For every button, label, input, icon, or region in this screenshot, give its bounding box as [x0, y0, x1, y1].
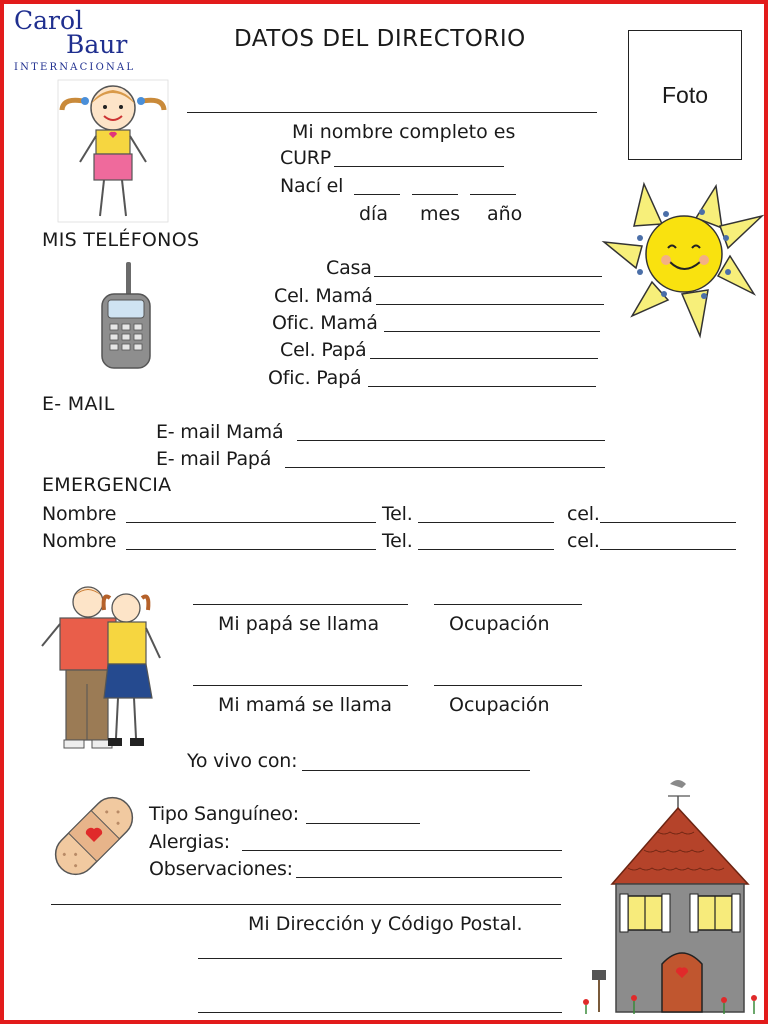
page-title: DATOS DEL DIRECTORIO — [234, 26, 526, 52]
phone-casa-field[interactable] — [374, 276, 602, 277]
month-caption: mes — [420, 203, 461, 225]
phone-ofic-papa-field[interactable] — [368, 386, 596, 387]
allergies-field[interactable] — [242, 850, 562, 851]
emergency-cel-field[interactable] — [600, 522, 736, 523]
birth-year-field[interactable] — [470, 194, 516, 195]
mom-occupation-caption: Ocupación — [449, 694, 550, 716]
full-name-caption: Mi nombre completo es — [292, 121, 516, 143]
address-line-2[interactable] — [198, 958, 562, 959]
phone-cel-papa-label: Cel. Papá — [280, 339, 367, 361]
mom-occupation-field[interactable] — [434, 685, 582, 686]
email-mama-label: E- mail Mamá — [156, 421, 284, 443]
logo-baur: Baur — [66, 30, 128, 59]
birth-month-field[interactable] — [412, 194, 458, 195]
phone-cel-papa-field[interactable] — [370, 358, 598, 359]
notes-field[interactable] — [296, 877, 562, 878]
phone-ofic-mama-field[interactable] — [384, 331, 600, 332]
address-caption: Mi Dirección y Código Postal. — [248, 913, 523, 935]
emergency-cel-label: cel. — [567, 503, 600, 525]
dad-occupation-field[interactable] — [434, 604, 582, 605]
phone-casa-label: Casa — [326, 257, 372, 279]
birth-label: Nací el — [280, 175, 344, 197]
house-illustration — [578, 774, 762, 1018]
full-name-line[interactable] — [187, 112, 597, 113]
sun-illustration — [604, 176, 764, 342]
allergies-label: Alergias: — [149, 831, 230, 853]
phone-cel-mama-field[interactable] — [376, 304, 604, 305]
curp-field[interactable] — [334, 166, 504, 167]
blood-type-field[interactable] — [306, 823, 420, 824]
mom-name-field[interactable] — [193, 685, 408, 686]
emergency-tel-field[interactable] — [418, 522, 554, 523]
email-papa-field[interactable] — [285, 467, 605, 468]
emergency-cel-field[interactable] — [600, 549, 736, 550]
email-mama-field[interactable] — [297, 440, 605, 441]
emergency-tel-label: Tel. — [382, 530, 413, 552]
emergency-name-label: Nombre — [42, 530, 117, 552]
logo-internacional: INTERNACIONAL — [14, 62, 136, 73]
photo-label: Foto — [661, 82, 709, 108]
email-papa-label: E- mail Papá — [156, 448, 272, 470]
blood-type-label: Tipo Sanguíneo: — [149, 803, 299, 825]
address-line-1[interactable] — [51, 904, 561, 905]
phone-cel-mama-label: Cel. Mamá — [274, 285, 373, 307]
lives-with-field[interactable] — [302, 770, 530, 771]
birth-day-field[interactable] — [354, 194, 400, 195]
emergency-heading: EMERGENCIA — [42, 474, 172, 496]
dad-occupation-caption: Ocupación — [449, 613, 550, 635]
notes-label: Observaciones: — [149, 858, 293, 880]
dad-name-field[interactable] — [193, 604, 408, 605]
day-caption: día — [359, 203, 388, 225]
dad-name-caption: Mi papá se llama — [218, 613, 380, 635]
lives-with-label: Yo vivo con: — [187, 750, 298, 772]
year-caption: año — [487, 203, 523, 225]
emergency-cel-label: cel. — [567, 530, 600, 552]
emergency-tel-label: Tel. — [382, 503, 413, 525]
girl-illustration — [58, 80, 168, 222]
curp-label: CURP — [280, 147, 332, 169]
logo-carol: Carol — [14, 6, 84, 35]
parents-illustration — [38, 584, 170, 756]
bandage-illustration — [44, 786, 144, 886]
emergency-tel-field[interactable] — [418, 549, 554, 550]
emergency-name-field[interactable] — [126, 549, 376, 550]
emergency-name-label: Nombre — [42, 503, 117, 525]
mom-name-caption: Mi mamá se llama — [218, 694, 393, 716]
address-line-3[interactable] — [198, 1012, 562, 1013]
phone-ofic-mama-label: Ofic. Mamá — [272, 312, 378, 334]
phone-ofic-papa-label: Ofic. Papá — [268, 367, 362, 389]
email-heading: E- MAIL — [42, 393, 115, 415]
emergency-name-field[interactable] — [126, 522, 376, 523]
phone-icon — [96, 260, 156, 372]
phones-heading: MIS TELÉFONOS — [42, 229, 200, 251]
